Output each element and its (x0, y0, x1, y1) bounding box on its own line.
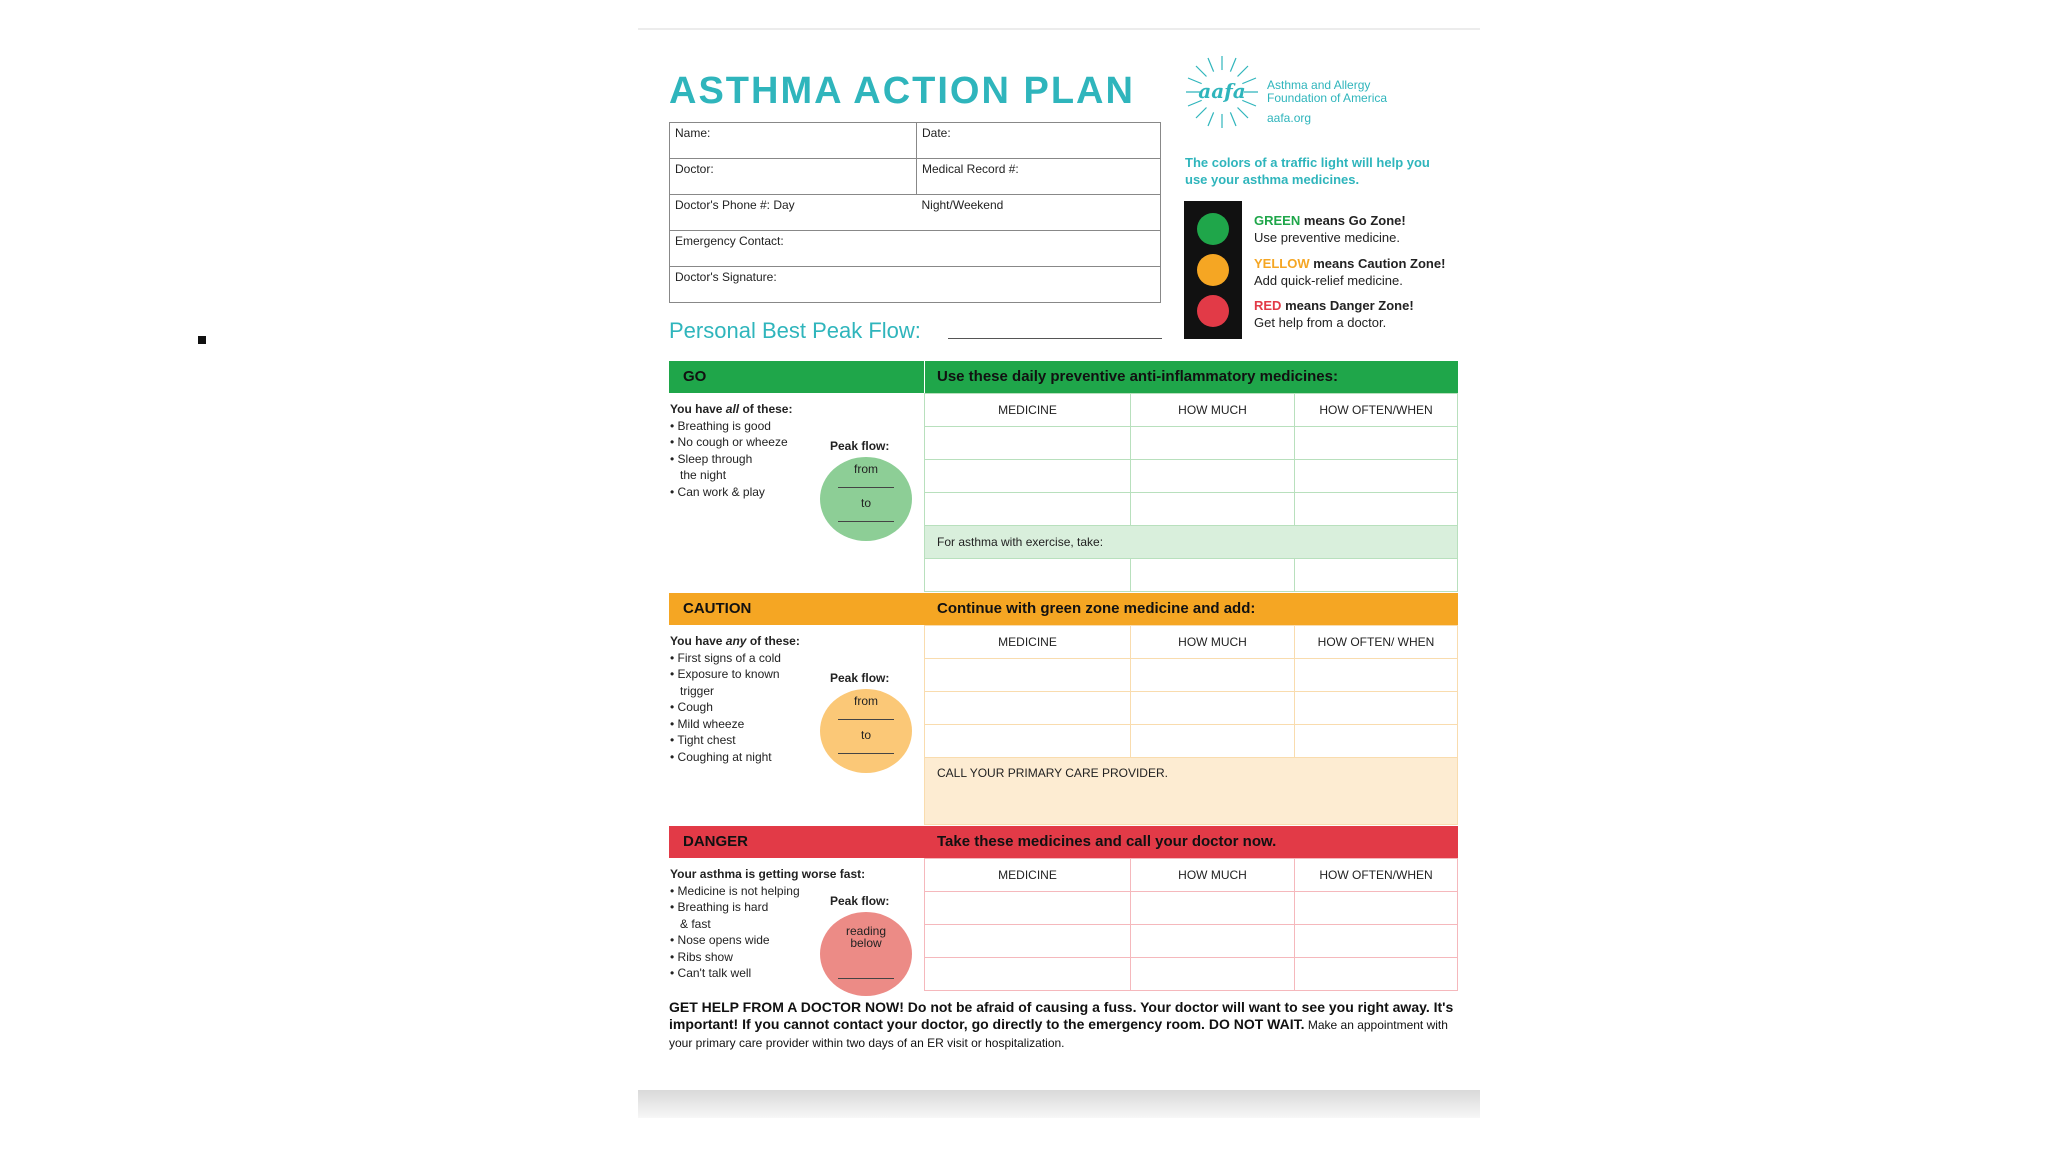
logo-mark: aafa (1198, 79, 1246, 103)
list-item: • Medicine is not helping (670, 883, 865, 900)
go-zone-instruction: Use these daily preventive anti-inflammatory medicines: (937, 368, 1338, 385)
document-title: ASTHMA ACTION PLAN (669, 70, 1135, 112)
logo-org-name: Asthma and Allergy Foundation of America (1267, 78, 1388, 105)
name-field[interactable]: Name: (670, 123, 917, 159)
medicine-header: MEDICINE (925, 626, 1131, 659)
table-row (925, 725, 1458, 758)
yellow-light-icon (1197, 254, 1229, 286)
go-peak-flow-label: Peak flow: (830, 439, 890, 453)
caution-peak-flow-label: Peak flow: (830, 671, 890, 685)
aafa-logo-icon (1182, 54, 1262, 130)
list-item: & fast (680, 916, 711, 931)
list-item: the night (680, 468, 727, 482)
page-shadow (638, 1090, 1480, 1118)
go-zone (669, 361, 1458, 593)
night-weekend-field[interactable]: Night/Weekend (917, 195, 1161, 231)
list-item: • First signs of a cold (670, 650, 800, 667)
caution-call-row: CALL YOUR PRIMARY CARE PROVIDER. (925, 758, 1458, 825)
danger-zone-header (669, 826, 1458, 858)
how-often-header: HOW OFTEN/WHEN (1295, 859, 1458, 892)
caution-zone (669, 593, 1458, 825)
danger-zone (669, 826, 1458, 992)
how-much-header: HOW MUCH (1131, 626, 1295, 659)
list-item: • Cough (670, 699, 800, 716)
traffic-light-icon (1184, 201, 1242, 339)
caution-peak-flow-circle[interactable]: from to (820, 689, 912, 773)
danger-peak-flow-circle[interactable]: reading below (820, 912, 912, 996)
caution-zone-header (669, 593, 1458, 625)
go-medicine-table (924, 393, 1458, 592)
emergency-footer: GET HELP FROM A DOCTOR NOW! Do not be afraid of causing a fuss. Your doctor will want to see you right away. It's important! If you cannot contact your doctor, go directly to the emergency room. DO NOT WAIT. Make an appointment with your primary care provider within two days of an ER visit or hospitalization. (669, 999, 1454, 1050)
table-row (925, 659, 1458, 692)
red-legend: RED means Danger Zone! Get help from a doctor. (1254, 298, 1414, 330)
doctor-phone-day-field[interactable]: Doctor's Phone #: Day (670, 195, 917, 231)
list-item: • Can work & play (670, 484, 792, 501)
list-item: • Can't talk well (670, 965, 865, 982)
traffic-light-intro: The colors of a traffic light will help you use your asthma medicines. (1185, 155, 1430, 187)
danger-zone-name: DANGER (683, 833, 749, 850)
caution-medicine-table (924, 625, 1458, 825)
list-item: • No cough or wheeze (670, 434, 792, 451)
patient-info-table (669, 122, 1161, 303)
medicine-header: MEDICINE (925, 859, 1131, 892)
table-row (925, 958, 1458, 991)
slide-bullet (198, 336, 206, 344)
green-light-icon (1197, 213, 1229, 245)
yellow-legend: YELLOW means Caution Zone! Add quick-relief medicine. (1254, 256, 1446, 288)
green-legend: GREEN means Go Zone! Use preventive medicine. (1254, 213, 1406, 245)
go-peak-flow-circle[interactable]: from to (820, 457, 912, 541)
go-symptoms: You have all of these: • Breathing is good • No cough or wheeze • Sleep through the night • Can work & play (670, 401, 792, 500)
how-much-header: HOW MUCH (1131, 859, 1295, 892)
table-row (925, 892, 1458, 925)
table-row (925, 427, 1458, 460)
personal-best-peak-flow-line[interactable] (948, 338, 1162, 339)
go-zone-name: GO (683, 368, 707, 385)
list-item: • Breathing is hard (670, 899, 865, 916)
list-item: • Coughing at night (670, 749, 800, 766)
danger-peak-flow-label: Peak flow: (830, 894, 890, 908)
doctor-signature-field[interactable]: Doctor's Signature: (670, 267, 1161, 303)
table-row (925, 559, 1458, 592)
red-light-icon (1197, 295, 1229, 327)
medicine-header: MEDICINE (925, 394, 1131, 427)
list-item: • Ribs show (670, 949, 865, 966)
logo-url: aafa.org (1267, 111, 1312, 125)
list-item: • Exposure to known (670, 666, 800, 683)
danger-zone-instruction: Take these medicines and call your doctor now. (937, 833, 1277, 850)
how-much-header: HOW MUCH (1131, 394, 1295, 427)
list-item: • Nose opens wide (670, 932, 865, 949)
table-row (925, 925, 1458, 958)
list-item: • Mild wheeze (670, 716, 800, 733)
go-zone-header (669, 361, 1458, 393)
caution-symptoms: You have any of these: • First signs of a cold • Exposure to known trigger • Cough • Mild wheeze • Tight chest • Coughing at night (670, 633, 800, 765)
how-often-header: HOW OFTEN/WHEN (1295, 394, 1458, 427)
caution-zone-instruction: Continue with green zone medicine and add: (937, 600, 1256, 617)
list-item: • Breathing is good (670, 418, 792, 435)
list-item: • Tight chest (670, 732, 800, 749)
table-row (925, 493, 1458, 526)
personal-best-peak-flow-label: Personal Best Peak Flow: (669, 318, 921, 343)
danger-symptoms: Your asthma is getting worse fast: • Medicine is not helping • Breathing is hard & fast • Nose opens wide • Ribs show • Can't talk well (670, 866, 865, 982)
list-item: trigger (680, 683, 715, 698)
date-field[interactable]: Date: (917, 123, 1161, 159)
emergency-contact-field[interactable]: Emergency Contact: (670, 231, 1161, 267)
go-exercise-row: For asthma with exercise, take: (925, 526, 1458, 559)
table-row (925, 460, 1458, 493)
medical-record-field[interactable]: Medical Record #: (917, 159, 1161, 195)
caution-zone-name: CAUTION (683, 600, 752, 617)
danger-medicine-table (924, 858, 1458, 991)
list-item: • Sleep through (670, 451, 792, 468)
how-often-header: HOW OFTEN/ WHEN (1295, 626, 1458, 659)
doctor-field[interactable]: Doctor: (670, 159, 917, 195)
table-row (925, 692, 1458, 725)
